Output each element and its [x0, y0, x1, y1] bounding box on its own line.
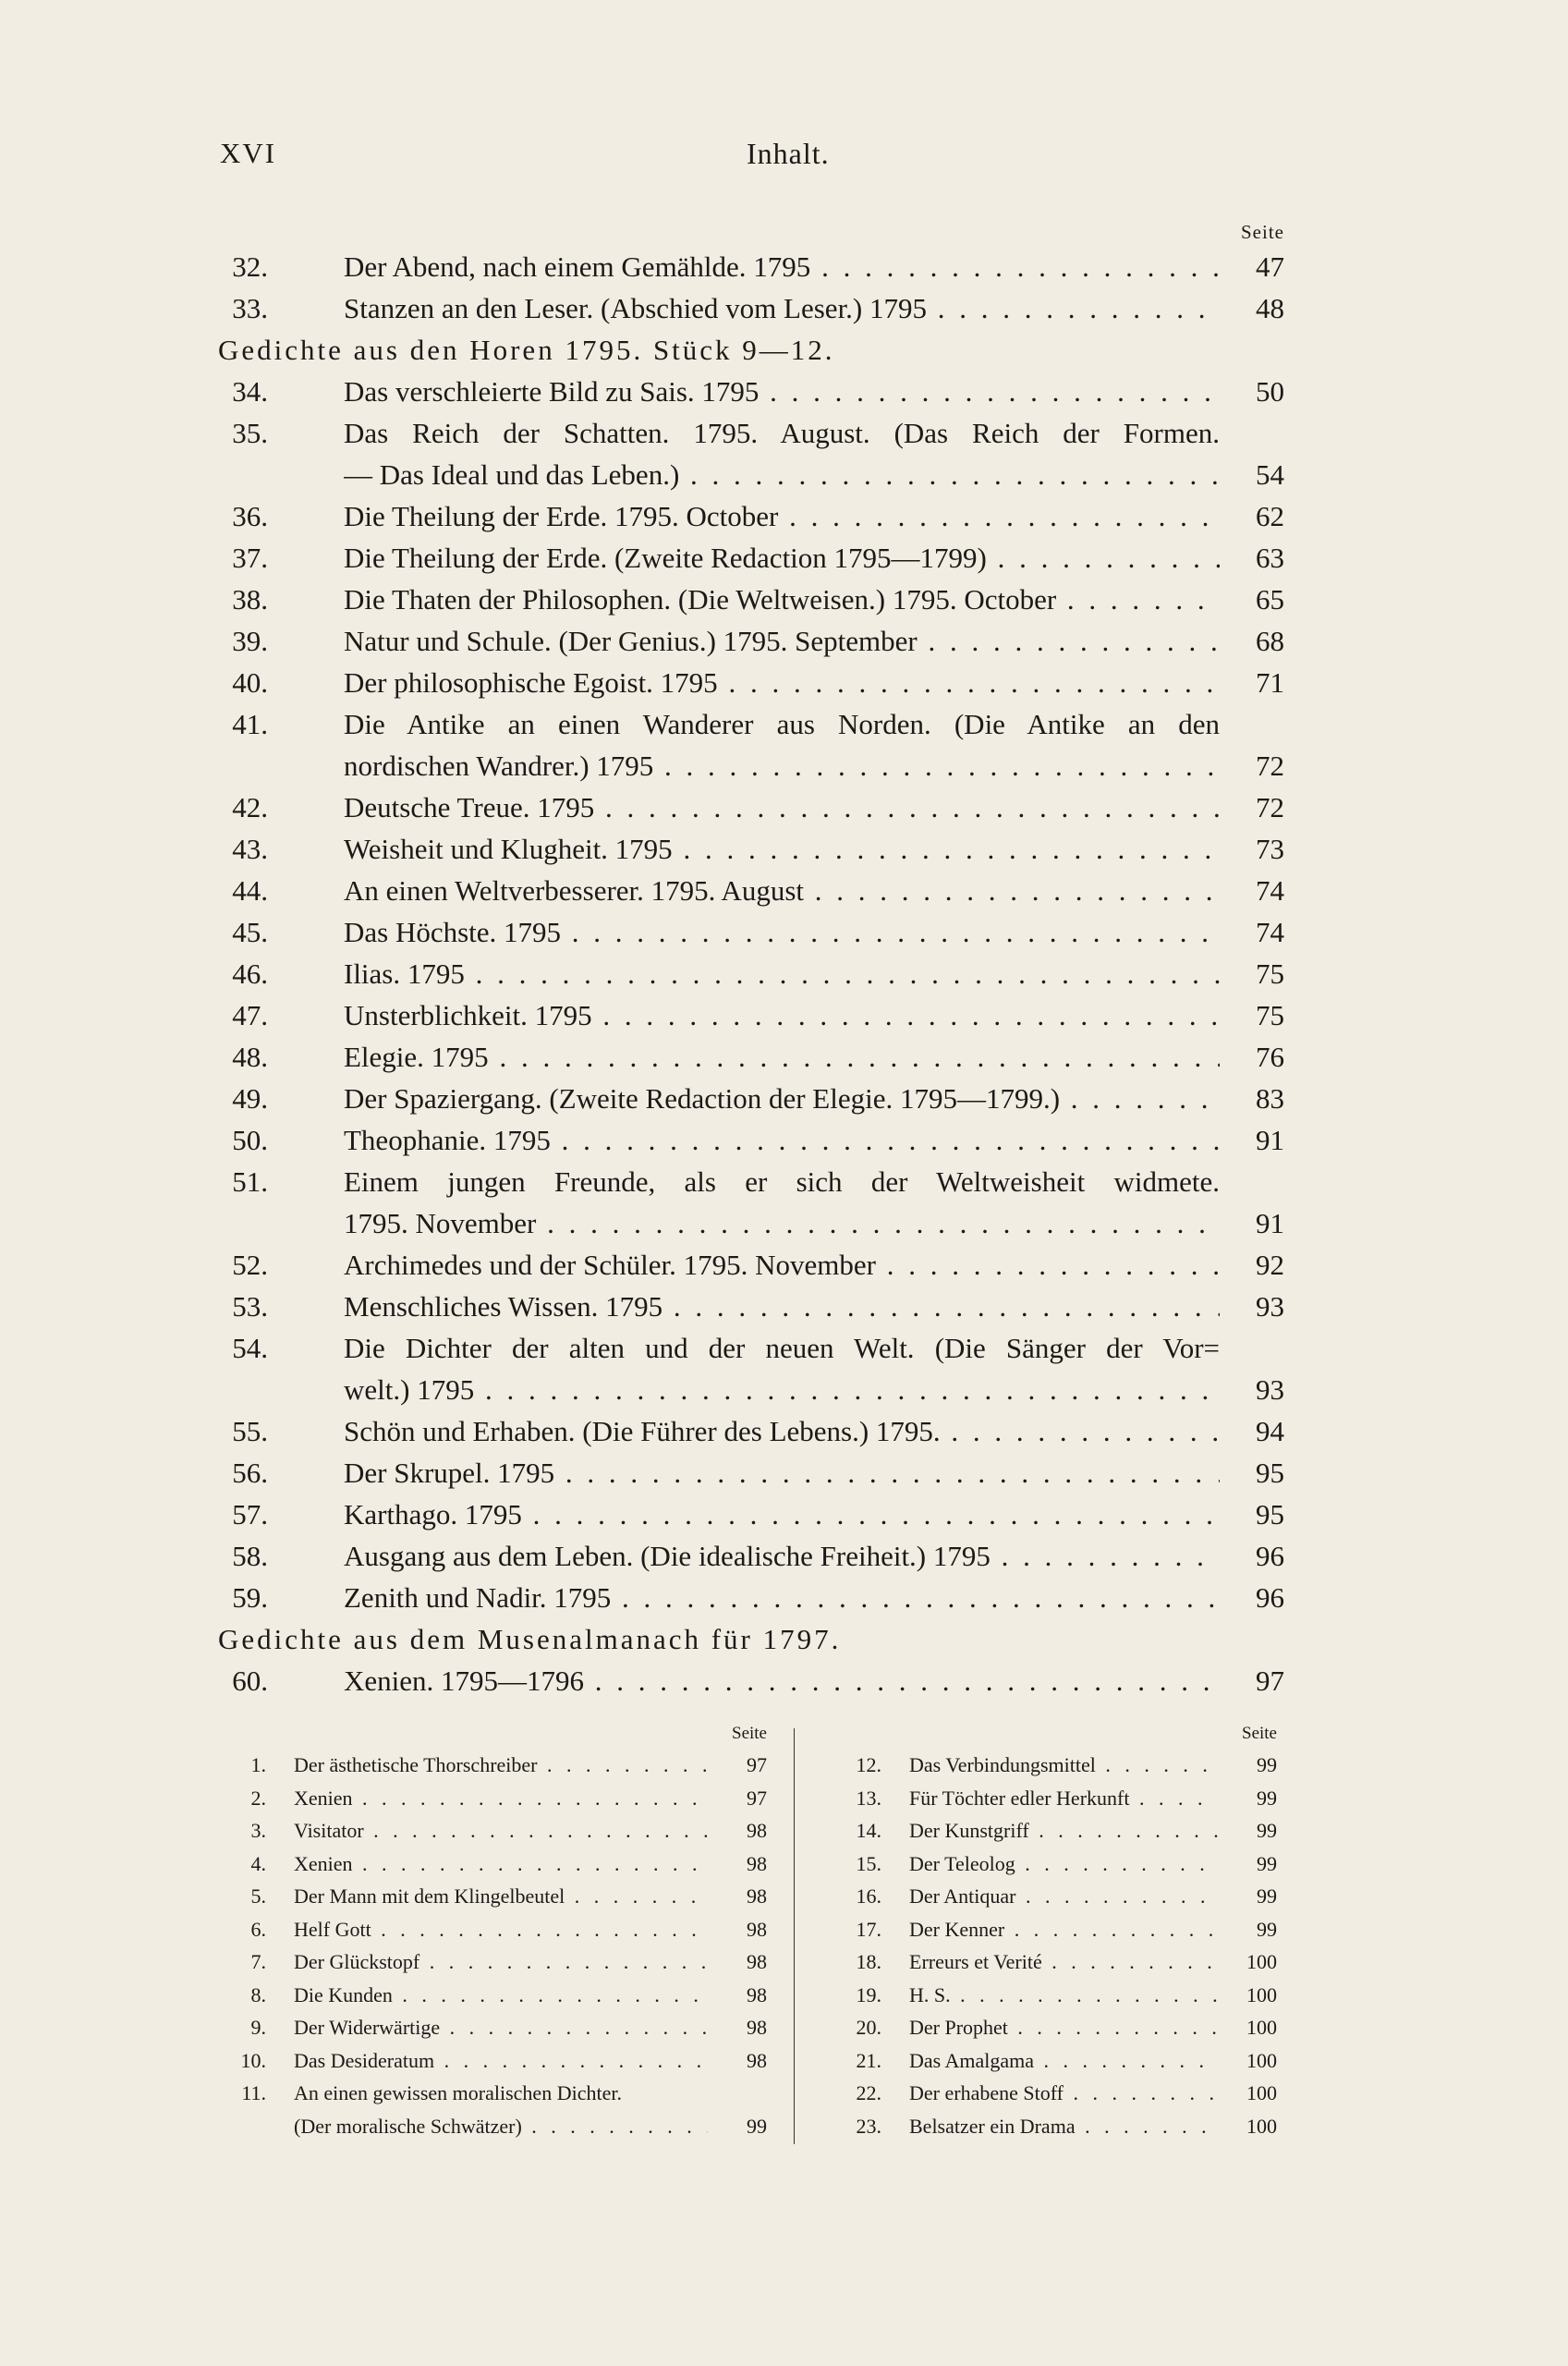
entry-number: 58.	[232, 1540, 268, 1572]
entry-title: Schön und Erhaben. (Die Führer des Lebens.) 1795. . . .	[344, 1410, 1220, 1452]
xenien-page: 98	[747, 1819, 767, 1842]
running-head	[0, 137, 1568, 174]
entry-title: Archimedes und der Schüler. 1795. November . . .	[344, 1244, 1220, 1286]
xenien-number: 8.	[250, 1982, 266, 2006]
xenien-number: 6.	[250, 1917, 266, 1941]
entry-number: 54.	[232, 1332, 268, 1364]
entry-number: 40.	[232, 666, 268, 699]
entry-title: Zenith und Nadir. 1795 . . .	[344, 1577, 1220, 1618]
toc-entry	[220, 870, 1284, 911]
xenien-item	[822, 1814, 1284, 1848]
xenien-number: 2.	[250, 1786, 266, 1810]
entry-page: 95	[1256, 1498, 1284, 1531]
xenien-item	[220, 2044, 774, 2078]
xenien-number: 20.	[856, 2016, 881, 2039]
entry-page: 48	[1256, 292, 1284, 324]
xenien-number: 5.	[250, 1884, 266, 1908]
xenien-page: 100	[1246, 2114, 1277, 2138]
section-heading-horen: Gedichte aus den Horen 1795. Stück 9—12.	[218, 334, 835, 366]
entry-page: 74	[1256, 874, 1284, 907]
toc-entry-line	[220, 703, 1284, 745]
xenien-page: 97	[747, 1786, 767, 1810]
xenien-item	[220, 2110, 774, 2143]
xenien-page: 99	[747, 2114, 767, 2138]
xenien-item	[822, 1913, 1284, 1946]
entry-title: Natur und Schule. (Der Genius.) 1795. September . . .	[344, 620, 1220, 662]
toc-entry-line	[220, 287, 1284, 329]
entry-title: welt.) 1795 . . .	[344, 1369, 1220, 1410]
xenien-number: 22.	[856, 2081, 881, 2104]
entry-page: 97	[1256, 1665, 1284, 1697]
xenien-item	[220, 1814, 774, 1848]
xenien-title: Das Verbindungsmittel . . .	[909, 1749, 1218, 1782]
xenien-number: 15.	[856, 1851, 881, 1875]
xenien-item	[220, 2011, 774, 2044]
entry-number: 33.	[232, 292, 268, 324]
xenien-item	[822, 1848, 1284, 1881]
xenien-page: 98	[747, 1982, 767, 2006]
entry-title: Menschliches Wissen. 1795 . . .	[344, 1286, 1220, 1327]
xenien-number: 18.	[856, 1950, 881, 1973]
xenien-title: H. S. . . .	[909, 1979, 1218, 2012]
entry-page: 47	[1256, 250, 1284, 283]
xenien-title: Das Desideratum . . .	[294, 2044, 708, 2078]
toc-entry-line	[220, 1078, 1284, 1119]
xenien-title: An einen gewissen moralischen Dichter.	[294, 2081, 622, 2104]
entry-title: Die Antike an einen Wanderer aus Norden. (Die Antike an den	[344, 708, 1220, 740]
entry-number: 55.	[232, 1415, 268, 1447]
entry-number: 42.	[232, 791, 268, 823]
entry-number: 47.	[232, 999, 268, 1031]
entry-title: Elegie. 1795 . . .	[344, 1036, 1220, 1078]
xenien-number: 9.	[250, 2016, 266, 2039]
entry-title: Karthago. 1795 . . .	[344, 1494, 1220, 1535]
xenien-item	[822, 1979, 1284, 2012]
toc-entry-line	[220, 662, 1284, 703]
entry-title: 1795. November . . .	[344, 1202, 1220, 1244]
xenien-item	[220, 1782, 774, 1815]
xenien-title: Der Teleolog . . .	[909, 1848, 1218, 1881]
xenien-title: Für Töchter edler Herkunft . . .	[909, 1782, 1218, 1815]
entry-title: Das Reich der Schatten. 1795. August. (Das Reich der Formen.	[344, 417, 1220, 449]
entry-page: 93	[1256, 1290, 1284, 1323]
toc-entry	[220, 495, 1284, 537]
entry-number: 51.	[232, 1165, 268, 1198]
entry-page: 65	[1256, 583, 1284, 616]
entry-title: Stanzen an den Leser. (Abschied vom Leser.) 1795 . . .	[344, 287, 1220, 329]
entry-number: 39.	[232, 625, 268, 657]
toc-entry-line	[220, 1327, 1284, 1369]
entry-number: 36.	[232, 500, 268, 532]
xenien-number: 19.	[856, 1982, 881, 2006]
entry-page: 94	[1256, 1415, 1284, 1447]
toc-entry	[220, 1078, 1284, 1119]
toc-entry	[220, 1161, 1284, 1244]
toc-entry-line	[220, 537, 1284, 579]
entry-number: 46.	[232, 957, 268, 990]
entry-title: Unsterblichkeit. 1795 . . .	[344, 994, 1220, 1036]
entry-page: 83	[1256, 1082, 1284, 1115]
entry-number: 53.	[232, 1290, 268, 1323]
xenien-title: Belsatzer ein Drama . . .	[909, 2110, 1218, 2143]
xenien-page: 98	[747, 1884, 767, 1908]
entry-page: 96	[1256, 1581, 1284, 1614]
toc-entry-line	[220, 1202, 1284, 1244]
entry-number: 50.	[232, 1124, 268, 1156]
xenien-page: 98	[747, 2016, 767, 2039]
xenien-page: 98	[747, 1851, 767, 1875]
toc-entry	[220, 994, 1284, 1036]
entry-page: 91	[1256, 1207, 1284, 1239]
toc-entry	[220, 579, 1284, 620]
section-heading-musenalmanach: Gedichte aus dem Musenalmanach für 1797.	[218, 1623, 842, 1655]
xenien-item	[822, 2011, 1284, 2044]
xenien-title: Erreurs et Verité . . .	[909, 1945, 1218, 1979]
toc-entry	[220, 1327, 1284, 1410]
entry-title: Die Theilung der Erde. (Zweite Redaction 1795—1799) . . .	[344, 537, 1220, 579]
xenien-title: Der erhabene Stoff . . .	[909, 2077, 1218, 2110]
toc-entry-line	[220, 1161, 1284, 1202]
xenien-list-right	[822, 1749, 1284, 2142]
entry-number: 44.	[232, 874, 268, 907]
xenien-number: 4.	[250, 1851, 266, 1875]
xenien-number: 14.	[856, 1819, 881, 1842]
xenien-title: Der Antiquar . . .	[909, 1880, 1218, 1913]
xenien-title: Der Kunstgriff . . .	[909, 1814, 1218, 1848]
xenien-page: 99	[1257, 1819, 1277, 1842]
xenien-title: Der Prophet . . .	[909, 2011, 1218, 2044]
entry-page: 91	[1256, 1124, 1284, 1156]
xenien-title: Der Widerwärtige . . .	[294, 2011, 708, 2044]
xenien-item	[822, 1945, 1284, 1979]
xenien-column-right	[822, 1719, 1284, 2142]
entry-title: Xenien. 1795—1796 . . .	[344, 1660, 1220, 1701]
toc-entry-line	[220, 246, 1284, 287]
xenien-number: 3.	[250, 1819, 266, 1842]
entry-number: 32.	[232, 250, 268, 283]
xenien-number: 17.	[856, 1917, 881, 1941]
xenien-item	[220, 1913, 774, 1946]
xenien-page: 100	[1246, 2016, 1277, 2039]
xenien-number: 1.	[250, 1753, 266, 1776]
xenien-title: Visitator . . .	[294, 1814, 708, 1848]
entry-number: 34.	[232, 375, 268, 408]
entry-number: 57.	[232, 1498, 268, 1531]
toc-entry	[220, 1494, 1284, 1535]
xenien-title: (Der moralische Schwätzer) . . .	[294, 2110, 708, 2143]
entry-title: Einem jungen Freunde, als er sich der Weltweisheit widmete.	[344, 1165, 1220, 1198]
xenien-page: 100	[1246, 2081, 1277, 2104]
entry-page: 71	[1256, 666, 1284, 699]
entry-page: 50	[1256, 375, 1284, 408]
xenien-title: Der ästhetische Thorschreiber . . .	[294, 1749, 708, 1782]
entry-number: 37.	[232, 542, 268, 574]
xenien-page: 100	[1246, 1982, 1277, 2006]
entry-number: 38.	[232, 583, 268, 616]
xenien-number: 11.	[241, 2081, 266, 2104]
xenien-title: Helf Gott . . .	[294, 1913, 708, 1946]
entry-number: 48.	[232, 1041, 268, 1073]
xenien-item	[822, 2044, 1284, 2078]
xenien-item	[220, 1749, 774, 1782]
toc-entry-line	[220, 953, 1284, 994]
toc-entry	[220, 1036, 1284, 1078]
entry-page: 93	[1256, 1373, 1284, 1406]
xenien-page: 99	[1257, 1753, 1277, 1776]
entry-title: Theophanie. 1795 . . .	[344, 1119, 1220, 1161]
xenien-item	[220, 1848, 774, 1881]
toc-entry-line	[220, 1410, 1284, 1452]
entries-group-c	[220, 1660, 1284, 1701]
toc-entry	[220, 412, 1284, 495]
toc-entry-line	[220, 1577, 1284, 1618]
xenien-page: 98	[747, 1950, 767, 1973]
xenien-seite-label-right: Seite	[1242, 1724, 1277, 1743]
xenien-item	[220, 1979, 774, 2012]
entry-page: 72	[1256, 791, 1284, 823]
xenien-item	[220, 1880, 774, 1913]
entry-title: Die Dichter der alten und der neuen Welt. (Die Sänger der Vor=	[344, 1332, 1220, 1364]
toc-entry-line	[220, 1535, 1284, 1577]
toc-entry	[220, 911, 1284, 953]
toc-entry	[220, 287, 1284, 329]
toc-entry-line	[220, 454, 1284, 495]
xenien-page: 99	[1257, 1786, 1277, 1810]
toc-entry-line	[220, 911, 1284, 953]
xenien-number: 21.	[856, 2048, 881, 2072]
xenien-column-left	[220, 1719, 774, 2142]
xenien-seite-label-left: Seite	[732, 1724, 767, 1743]
toc-entry	[220, 1577, 1284, 1618]
xenien-number: 23.	[856, 2114, 881, 2138]
table-of-contents	[220, 218, 1284, 1701]
page-number: XVI	[220, 137, 277, 169]
entry-number: 59.	[232, 1581, 268, 1614]
xenien-item	[822, 1749, 1284, 1782]
entry-title: Der philosophische Egoist. 1795 . . .	[344, 662, 1220, 703]
xenien-title: Das Amalgama . . .	[909, 2044, 1218, 2078]
toc-entry-line	[220, 870, 1284, 911]
toc-entry	[220, 953, 1284, 994]
entry-title: Weisheit und Klugheit. 1795 . . .	[344, 828, 1220, 870]
entry-number: 43.	[232, 833, 268, 865]
toc-entry-line	[220, 828, 1284, 870]
toc-entry-line	[220, 412, 1284, 454]
xenien-item	[822, 1880, 1284, 1913]
xenien-title: Die Kunden . . .	[294, 1979, 708, 2012]
toc-entry-line	[220, 1119, 1284, 1161]
toc-entry	[220, 1660, 1284, 1701]
toc-entry	[220, 1410, 1284, 1452]
xenien-item	[822, 1782, 1284, 1815]
xenien-number: 16.	[856, 1884, 881, 1908]
entry-page: 54	[1256, 458, 1284, 491]
entry-page: 72	[1256, 750, 1284, 782]
toc-entry-line	[220, 579, 1284, 620]
xenien-page: 97	[747, 1753, 767, 1776]
entry-page: 92	[1256, 1249, 1284, 1281]
toc-entry-line	[220, 1369, 1284, 1410]
entry-page: 68	[1256, 625, 1284, 657]
toc-entry-line	[220, 620, 1284, 662]
entry-title: Der Abend, nach einem Gemählde. 1795 . . .	[344, 246, 1220, 287]
entry-page: 96	[1256, 1540, 1284, 1572]
entry-number: 35.	[232, 417, 268, 449]
xenien-item	[822, 2077, 1284, 2110]
toc-entry	[220, 787, 1284, 828]
xenien-title: Der Glückstopf . . .	[294, 1945, 708, 1979]
entry-title: Der Skrupel. 1795 . . .	[344, 1452, 1220, 1494]
xenien-number: 10.	[240, 2048, 266, 2072]
entry-number: 45.	[232, 916, 268, 948]
toc-entry-line	[220, 1660, 1284, 1701]
xenien-item	[220, 2077, 774, 2110]
xenien-list-left	[220, 1749, 774, 2142]
xenien-title: Xenien . . .	[294, 1782, 708, 1815]
entry-number: 60.	[232, 1665, 268, 1697]
xenien-item	[822, 2110, 1284, 2143]
entry-title: nordischen Wandrer.) 1795 . . .	[344, 745, 1220, 787]
toc-entry-line	[220, 495, 1284, 537]
entries-group-a	[220, 246, 1284, 329]
xenien-page: 98	[747, 1917, 767, 1941]
entry-title: Das verschleierte Bild zu Sais. 1795 . . .	[344, 371, 1220, 412]
toc-entry	[220, 620, 1284, 662]
toc-entry	[220, 371, 1284, 412]
toc-entry-line	[220, 1286, 1284, 1327]
toc-entry	[220, 1119, 1284, 1161]
entries-group-b	[220, 371, 1284, 1618]
toc-entry	[220, 537, 1284, 579]
entry-page: 76	[1256, 1041, 1284, 1073]
entry-number: 41.	[232, 708, 268, 740]
entry-title: Der Spaziergang. (Zweite Redaction der Elegie. 1795—1799.) . . .	[344, 1078, 1220, 1119]
xenien-page: 99	[1257, 1851, 1277, 1875]
xenien-page: 100	[1246, 1950, 1277, 1973]
entry-title: Deutsche Treue. 1795 . . .	[344, 787, 1220, 828]
entry-number: 49.	[232, 1082, 268, 1115]
entry-title: An einen Weltverbesserer. 1795. August . . .	[344, 870, 1220, 911]
xenien-number: 7.	[250, 1950, 266, 1973]
xenien-number: 12.	[856, 1753, 881, 1776]
toc-entry	[220, 662, 1284, 703]
entry-title: — Das Ideal und das Leben.) . . .	[344, 454, 1220, 495]
toc-entry-line	[220, 1494, 1284, 1535]
toc-entry	[220, 246, 1284, 287]
entry-page: 62	[1256, 500, 1284, 532]
toc-entry-line	[220, 745, 1284, 787]
toc-entry-line	[220, 371, 1284, 412]
toc-entry-line	[220, 1036, 1284, 1078]
xenien-title: Der Mann mit dem Klingelbeutel . . .	[294, 1880, 708, 1913]
xenien-item	[220, 1945, 774, 1979]
entry-page: 74	[1256, 916, 1284, 948]
xenien-page: 99	[1257, 1884, 1277, 1908]
entry-title: Die Thaten der Philosophen. (Die Weltweisen.) 1795. October . . .	[344, 579, 1220, 620]
toc-entry-line	[220, 994, 1284, 1036]
xenien-title: Xenien . . .	[294, 1848, 708, 1881]
toc-entry	[220, 1286, 1284, 1327]
entry-title: Ilias. 1795 . . .	[344, 953, 1220, 994]
column-divider	[794, 1728, 795, 2144]
xenien-page: 98	[747, 2048, 767, 2072]
xenien-page: 99	[1257, 1917, 1277, 1941]
toc-entry	[220, 1452, 1284, 1494]
entry-number: 52.	[232, 1249, 268, 1281]
entry-title: Die Theilung der Erde. 1795. October . . .	[344, 495, 1220, 537]
entry-page: 73	[1256, 833, 1284, 865]
running-title: Inhalt.	[747, 137, 830, 170]
toc-entry	[220, 1535, 1284, 1577]
xenien-number: 13.	[856, 1786, 881, 1810]
entry-title: Das Höchste. 1795 . . .	[344, 911, 1220, 953]
toc-entry	[220, 828, 1284, 870]
toc-entry-line	[220, 1244, 1284, 1286]
seite-column-label: Seite	[1241, 221, 1284, 243]
entry-title: Ausgang aus dem Leben. (Die idealische Freiheit.) 1795 . . .	[344, 1535, 1220, 1577]
toc-entry-line	[220, 1452, 1284, 1494]
entry-page: 95	[1256, 1457, 1284, 1489]
xenien-page: 100	[1246, 2048, 1277, 2072]
xenien-title: Der Kenner . . .	[909, 1913, 1218, 1946]
toc-entry-line	[220, 787, 1284, 828]
xenien-subtable	[220, 1719, 1284, 2153]
entry-page: 63	[1256, 542, 1284, 574]
toc-entry	[220, 1244, 1284, 1286]
entry-number: 56.	[232, 1457, 268, 1489]
toc-entry	[220, 703, 1284, 787]
entry-page: 75	[1256, 957, 1284, 990]
entry-page: 75	[1256, 999, 1284, 1031]
